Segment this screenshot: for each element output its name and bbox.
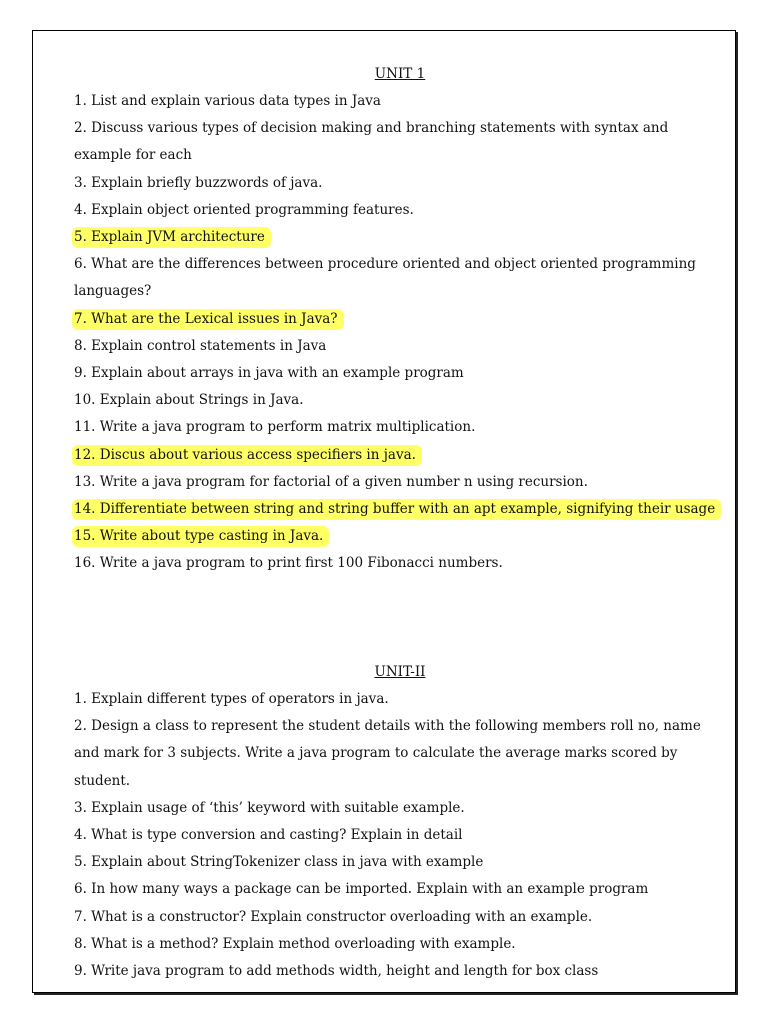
unit-1-section bbox=[74, 61, 734, 578]
question-item: 1. List and explain various data types in Java bbox=[74, 93, 381, 109]
question-item: 8. What is a method? Explain method overloading with example. bbox=[74, 935, 516, 952]
question-item: 6. In how many ways a package can be imported. Explain with an example program bbox=[74, 881, 649, 898]
question-item: 5. Explain about StringTokenizer class in java with example bbox=[74, 854, 484, 871]
question-item-highlighted: 14. Differentiate between string and string buffer with an apt example, signifying their usage bbox=[74, 496, 734, 523]
question-item: 16. Write a java program to print first 100 Fibonacci numbers. bbox=[74, 555, 503, 572]
question-item-highlighted: 12. Discus about various access specifiers in java. bbox=[74, 442, 734, 469]
question-item: 1. Explain different types of operators in java. bbox=[74, 691, 389, 707]
question-item: 10. Explain about Strings in Java. bbox=[74, 392, 304, 409]
question-item: 9. Explain about arrays in java with an example program bbox=[74, 365, 464, 382]
question-item: 4. Explain object oriented programming features. bbox=[74, 201, 414, 218]
unit-1-title: UNIT 1 bbox=[374, 66, 426, 82]
question-item: 13. Write a java program for factorial of a given number n using recursion. bbox=[74, 473, 588, 490]
question-item: 8. Explain control statements in Java bbox=[74, 337, 327, 354]
unit-2-title: UNIT-II bbox=[374, 664, 426, 680]
question-item: 3. Explain usage of ‘this’ keyword with suitable example. bbox=[74, 799, 465, 816]
question-item-highlighted: 5. Explain JVM architecture bbox=[74, 224, 734, 251]
question-item-highlighted: 7. What are the Lexical issues in Java? bbox=[74, 306, 734, 333]
question-item: 3. Explain briefly buzzwords of java. bbox=[74, 174, 323, 191]
question-item: 2. Design a class to represent the student details with the following members roll no, name and mark for 3 subjects. Write a java program to calculate the average marks scored by student. bbox=[74, 718, 701, 789]
question-item: 6. What are the differences between procedure oriented and object oriented programming languages? bbox=[74, 256, 696, 300]
question-item: 2. Discuss various types of decision making and branching statements with syntax and example for each bbox=[74, 120, 669, 164]
unit-2-section bbox=[74, 659, 734, 985]
question-item: 7. What is a constructor? Explain constructor overloading with an example. bbox=[74, 908, 593, 925]
question-item: 11. Write a java program to perform matrix multiplication. bbox=[74, 419, 476, 436]
question-item: 9. Write java program to add methods width, height and length for box class bbox=[74, 963, 599, 980]
question-item: 4. What is type conversion and casting? Explain in detail bbox=[74, 827, 463, 844]
question-item-highlighted: 15. Write about type casting in Java. bbox=[74, 523, 734, 550]
